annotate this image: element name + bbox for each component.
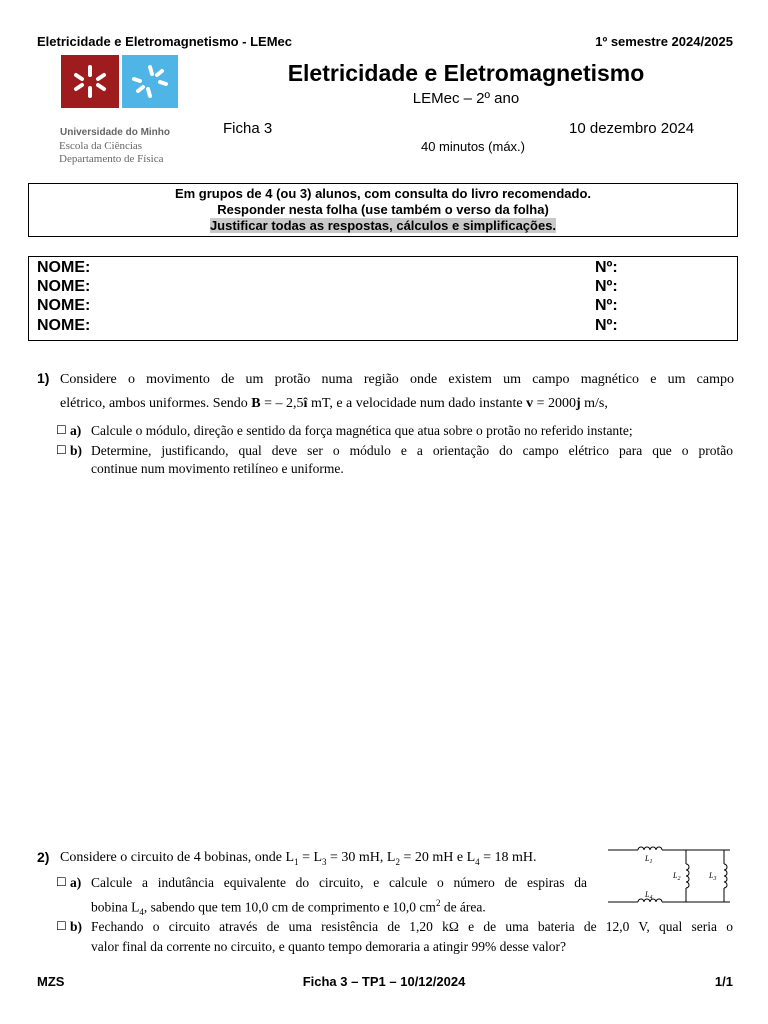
checkbox-q2b[interactable]: ☐ xyxy=(56,919,67,933)
q2b-text-line-1: Fechando o circuito através de uma resistência de 1,20 kΩ e de uma bateria de 12,0 V, qual seria o xyxy=(91,919,733,934)
question-1-text-line-2: elétrico, ambos uniformes. Sendo B = – 2,5î mT, e a velocidade num dado instante v = 2000j m/s, xyxy=(60,396,608,411)
number-label-4: Nº: xyxy=(595,317,618,334)
q2a-label: a) xyxy=(70,875,82,890)
question-1-text-line-1: Considere o movimento de um protão numa região onde existem um campo magnético e um campo xyxy=(60,372,734,387)
checkbox-q2a[interactable]: ☐ xyxy=(56,875,67,889)
q1a-text: Calcule o módulo, direção e sentido da força magnética que atua sobre o protão no referido instante; xyxy=(91,423,633,438)
duration: 40 minutos (máx.) xyxy=(420,139,526,154)
number-label-3: Nº: xyxy=(595,297,618,314)
instructions-box xyxy=(28,183,738,237)
question-1-number: 1) xyxy=(37,370,50,386)
circuit-label-l4: $L_4$ xyxy=(645,890,653,901)
name-label-1: NOME: xyxy=(37,259,91,276)
name-label-4: NOME: xyxy=(37,317,91,334)
q1b-text-line-2: continue num movimento retilíneo e uniforme. xyxy=(91,461,344,476)
checkbox-q1a[interactable]: ☐ xyxy=(56,423,67,437)
sheet-label: Ficha 3 xyxy=(223,120,273,137)
circuit-label-l2: $L_2$ xyxy=(673,871,681,882)
inductor-circuit-diagram xyxy=(606,840,736,912)
q2b-label: b) xyxy=(70,919,83,934)
footer-center: Ficha 3 – TP1 – 10/12/2024 xyxy=(302,974,466,989)
name-label-2: NOME: xyxy=(37,278,91,295)
question-2-text: Considere o circuito de 4 bobinas, onde $L_1 = L_3 = 30$ mH, $L_2 = 20$ mH e $L_4 = 18$ mH. xyxy=(60,850,537,867)
q1b-label: b) xyxy=(70,443,83,458)
header-left: Eletricidade e Eletromagnetismo - LEMec xyxy=(37,34,293,49)
q1a-label: a) xyxy=(70,423,82,438)
q2a-text-line-2: bobina $L_4$, sabendo que tem 10,0 cm de comprimento e 10,0 $cm^2$ de área. xyxy=(91,898,486,918)
sheet-date: 10 dezembro 2024 xyxy=(569,120,695,137)
q1b-text-line-1: Determine, justificando, qual deve ser o módulo e a orientação do campo elétrico para que o protão xyxy=(91,443,733,458)
logo-mark-icon xyxy=(122,55,178,108)
question-2-number: 2) xyxy=(37,849,50,865)
checkbox-q1b[interactable]: ☐ xyxy=(56,443,67,457)
footer-left: MZS xyxy=(37,974,65,989)
instruction-line-1: Em grupos de 4 (ou 3) alunos, com consulta do livro recomendado. xyxy=(174,186,592,201)
page-title: Eletricidade e Eletromagnetismo xyxy=(287,60,645,86)
instruction-line-3: Justificar todas as respostas, cálculos e simplificações. xyxy=(209,218,557,233)
footer-right: 1/1 xyxy=(714,974,733,989)
q2a-text-line-1: Calcule a indutância equivalente do circuito, e calcule o número de espiras da xyxy=(91,875,587,890)
number-label-1: Nº: xyxy=(595,259,618,276)
department-name: Departamento de Física xyxy=(59,153,164,165)
number-label-2: Nº: xyxy=(595,278,618,295)
course-subtitle: LEMec – 2º ano xyxy=(412,90,520,107)
school-name: Escola da Ciências xyxy=(59,140,143,152)
university-logo-red xyxy=(61,55,119,108)
university-logo-blue xyxy=(122,55,178,108)
instruction-line-2: Responder nesta folha (use também o verso da folha) xyxy=(217,202,549,217)
header-right: 1º semestre 2024/2025 xyxy=(595,34,733,49)
name-label-3: NOME: xyxy=(37,297,91,314)
logo-mark-icon xyxy=(61,55,119,108)
circuit-label-l3: $L_3$ xyxy=(709,871,717,882)
circuit-label-l1: $L_1$ xyxy=(645,854,653,865)
university-name: Universidade do Minho xyxy=(60,127,171,138)
names-box xyxy=(28,256,738,341)
q2b-text-line-2: valor final da corrente no circuito, e quanto tempo demoraria a atingir 99% desse valor? xyxy=(91,939,566,954)
